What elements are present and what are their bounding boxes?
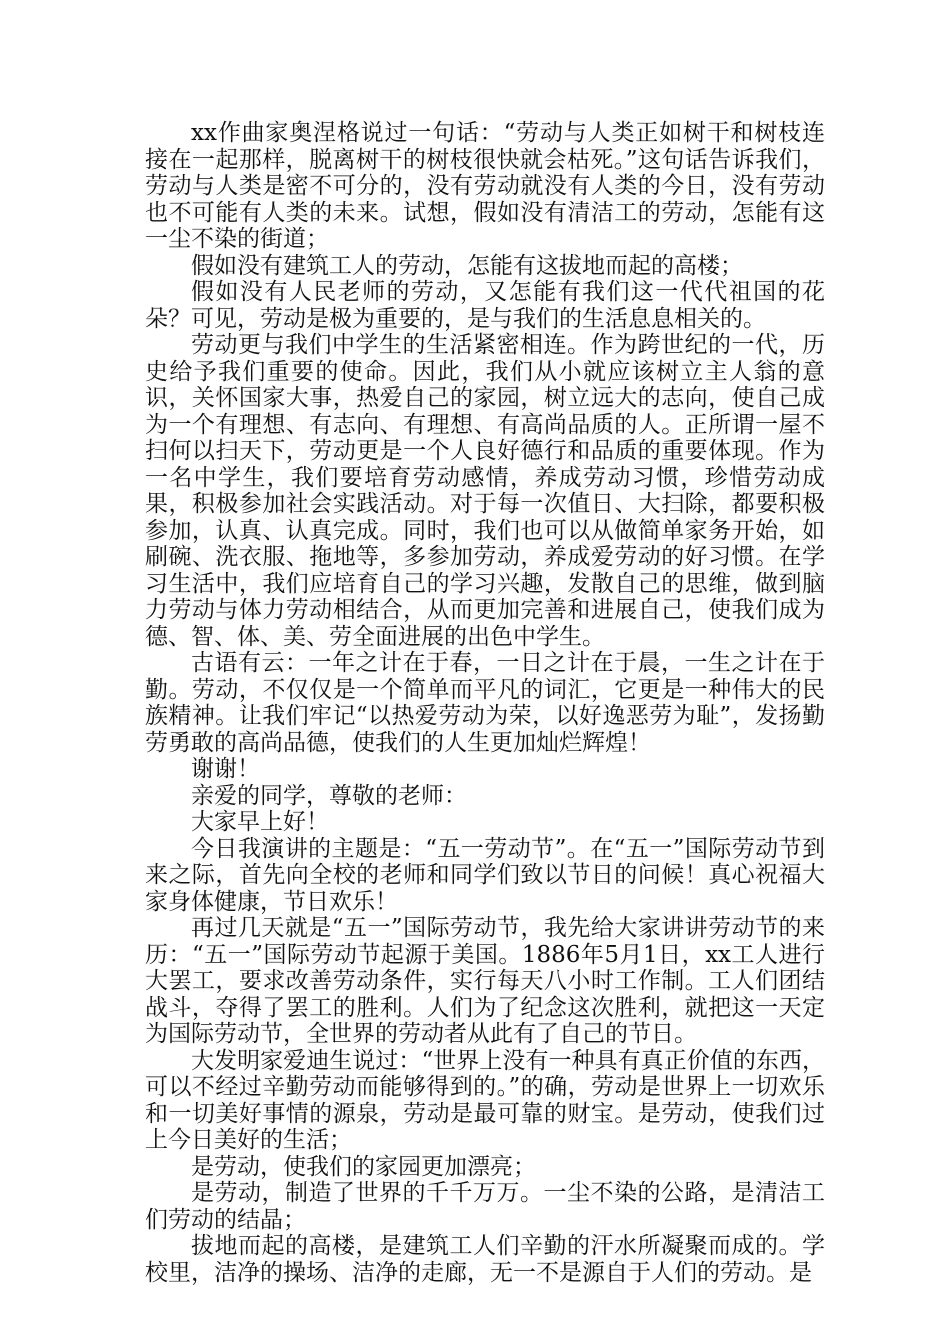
- paragraph-9: 今日我演讲的主题是：“五一劳动节”。在“五一”国际劳动节到来之际，首先向全校的老师和同学们致以节日的问候！真心祝福大家身体健康，节日欢乐！: [145, 835, 825, 915]
- paragraph-2: 假如没有建筑工人的劳动，怎能有这拔地而起的高楼；: [191, 252, 743, 279]
- paragraph-7: 亲爱的同学，尊敬的老师：: [191, 782, 467, 809]
- paragraph-14: 拔地而起的高楼，是建筑工人们辛勤的汗水所凝聚而成的。学校里，洁净的操场、洁净的走廊，无一不是源自于人们的劳动。是: [145, 1233, 825, 1286]
- document-body: [145, 120, 825, 1286]
- paragraph-10: 再过几天就是“五一”国际劳动节，我先给大家讲讲劳动节的来历：“五一”国际劳动节起源于美国。1886年5月1日，xx工人进行大罢工，要求改善劳动条件，实行每天八小时工作制。工人们团结战斗，夺得了罢工的胜利。人们为了纪念这次胜利，就把这一天定为国际劳动节，全世界的劳动者从此有了自己的节日。: [145, 915, 825, 1047]
- paragraph-12: 是劳动，使我们的家园更加漂亮；: [191, 1153, 536, 1180]
- paragraph-6: 谢谢！: [191, 756, 260, 782]
- paragraph-11: 大发明家爱迪生说过：“世界上没有一种具有真正价值的东西，可以不经过辛勤劳动而能够得到的。”的确，劳动是世界上一切欢乐和一切美好事情的源泉，劳动是最可靠的财宝。是劳动，使我们过上今日美好的生活；: [145, 1047, 825, 1153]
- paragraph-8: 大家早上好！: [191, 809, 329, 835]
- paragraph-5: 古语有云：一年之计在于春，一日之计在于晨，一生之计在于勤。劳动，不仅仅是一个简单而平凡的词汇，它更是一种伟大的民族精神。让我们牢记“以热爱劳动为荣，以好逸恶劳为耻”，发扬勤劳勇敢的高尚品德，使我们的人生更加灿烂辉煌！: [145, 650, 825, 756]
- paragraph-13: 是劳动，制造了世界的千千万万。一尘不染的公路，是清洁工们劳动的结晶；: [145, 1180, 825, 1233]
- paragraph-3: 假如没有人民老师的劳动，又怎能有我们这一代代祖国的花朵？可见，劳动是极为重要的，是与我们的生活息息相关的。: [145, 279, 825, 332]
- paragraph-1: xx作曲家奥涅格说过一句话：“劳动与人类正如树干和树枝连接在一起那样，脱离树干的树枝很快就会枯死。”这句话告诉我们，劳动与人类是密不可分的，没有劳动就没有人类的今日，没有劳动也不可能有人类的未来。试想，假如没有清洁工的劳动，怎能有这一尘不染的街道；: [145, 120, 825, 252]
- paragraph-4: 劳动更与我们中学生的生活紧密相连。作为跨世纪的一代，历史给予我们重要的使命。因此，我们从小就应该树立主人翁的意识，关怀国家大事，热爱自己的家园，树立远大的志向，使自己成为一个有理想、有志向、有理想、有高尚品质的人。正所谓一屋不扫何以扫天下，劳动更是一个人良好德行和品质的重要体现。作为一名中学生，我们要培育劳动感情，养成劳动习惯，珍惜劳动成果，积极参加社会实践活动。对于每一次值日、大扫除，都要积极参加，认真、认真完成。同时，我们也可以从做简单家务开始，如刷碗、洗衣服、拖地等，多参加劳动，养成爱劳动的好习惯。在学习生活中，我们应培育自己的学习兴趣，发散自己的思维，做到脑力劳动与体力劳动相结合，从而更加完善和进展自己，使我们成为德、智、体、美、劳全面进展的出色中学生。: [145, 332, 825, 650]
